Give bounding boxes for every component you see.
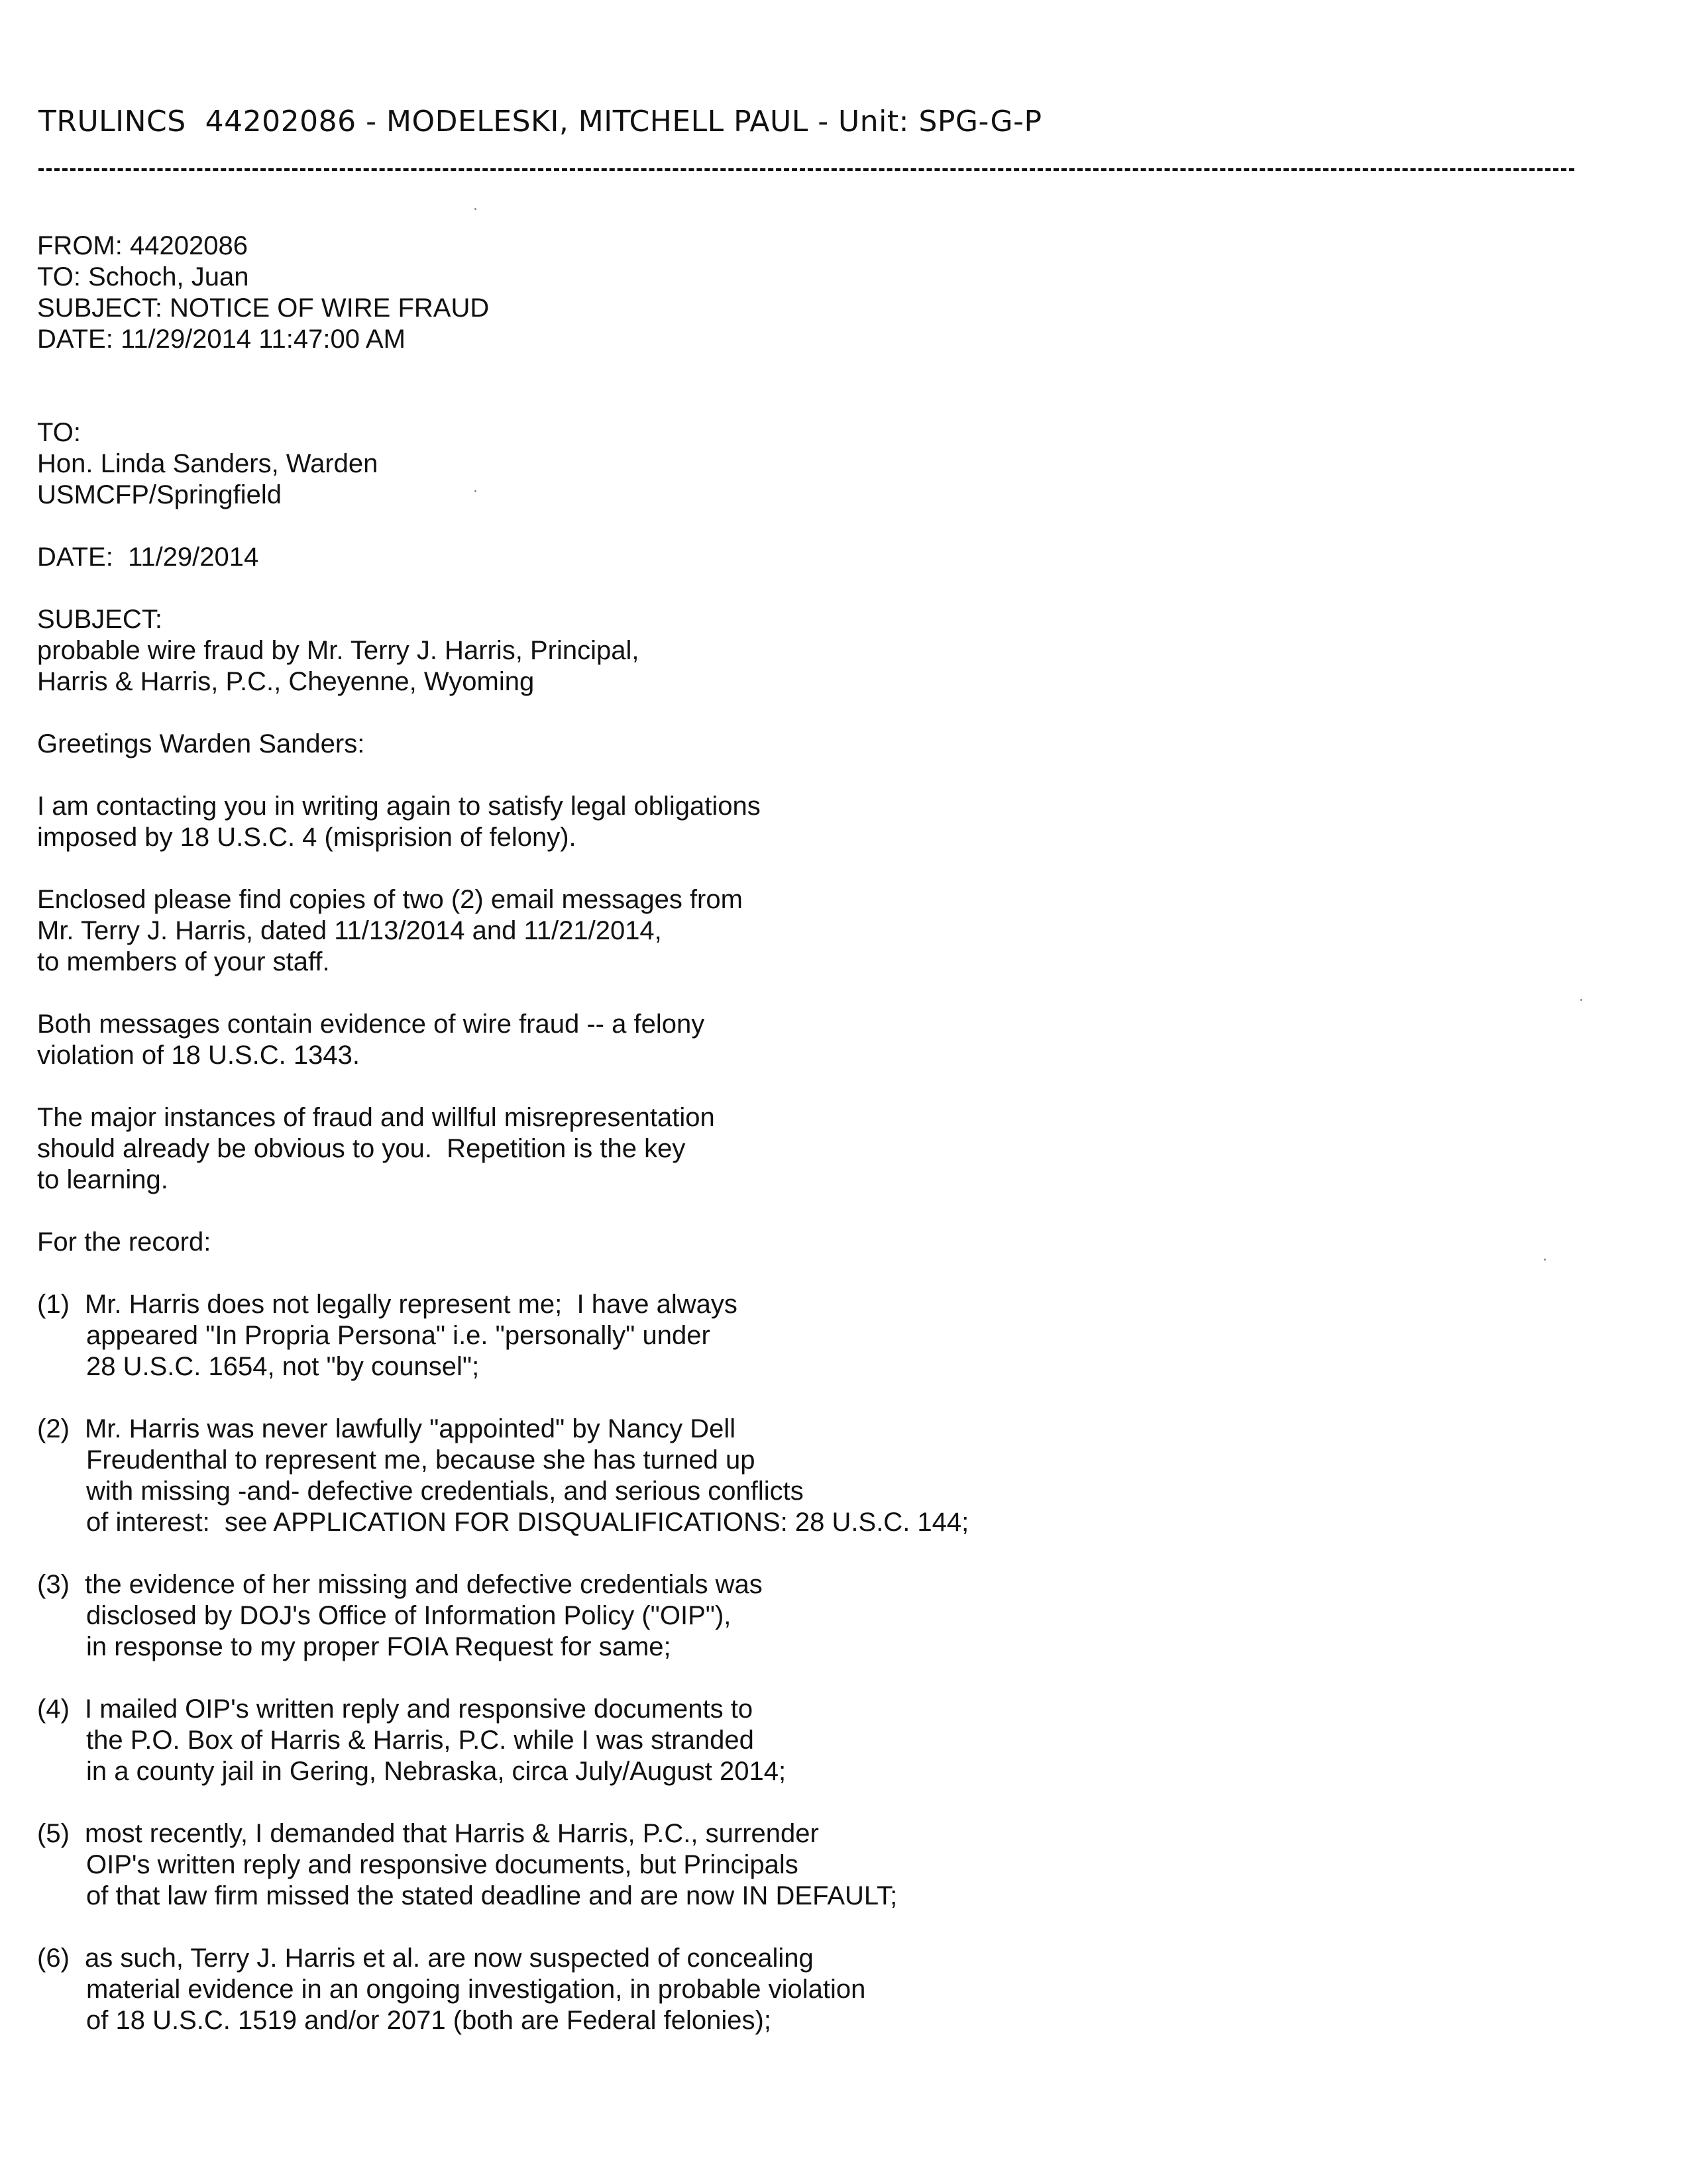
scan-speck xyxy=(1580,999,1582,1001)
greeting: Greetings Warden Sanders: xyxy=(37,729,365,758)
list-item-line: material evidence in an ongoing investigation, in probable violation xyxy=(86,1975,866,2004)
from-line: FROM: 44202086 xyxy=(37,231,248,260)
paragraph-line: to learning. xyxy=(37,1165,168,1194)
paragraph-line: I am contacting you in writing again to satisfy legal obligations xyxy=(37,792,761,821)
message-body xyxy=(37,231,1561,2036)
list-item-line: Mr. Harris does not legally represent me; I have always xyxy=(85,1290,737,1319)
paragraph xyxy=(37,884,1561,978)
scan-speck xyxy=(474,208,476,210)
recipient-place: USMCFP/Springfield xyxy=(37,480,282,509)
paragraph-line: The major instances of fraud and willful misrepresentation xyxy=(37,1103,715,1132)
paragraph xyxy=(37,1009,1561,1071)
trulincs-header: TRULINCS 44202086 - MODELESKI, MITCHELL PAUL - Unit: SPG-G-P xyxy=(38,105,1042,138)
letter-subject-label: SUBJECT: xyxy=(37,605,162,634)
list-item-number: (4) xyxy=(37,1694,70,1724)
list-item xyxy=(37,1943,1561,2036)
scan-speck xyxy=(474,490,476,492)
list-item-line: OIP's written reply and responsive documents, but Principals xyxy=(86,1850,798,1879)
list-item-line: of 18 U.S.C. 1519 and/or 2071 (both are Federal felonies); xyxy=(86,2006,771,2035)
list-item xyxy=(37,1289,1561,1382)
list-item-number: (6) xyxy=(37,1944,70,1973)
paragraph xyxy=(37,791,1561,853)
paragraph-line: imposed by 18 U.S.C. 4 (misprision of felony). xyxy=(37,823,576,852)
paragraph-line: should already be obvious to you. Repetition is the key xyxy=(37,1134,686,1163)
list-item-number: (5) xyxy=(37,1819,70,1848)
paragraph-line: violation of 18 U.S.C. 1343. xyxy=(37,1041,360,1070)
letter-subject-line: probable wire fraud by Mr. Terry J. Harris, Principal, xyxy=(37,636,639,665)
to-line: TO: Schoch, Juan xyxy=(37,262,249,291)
list-item-number: (1) xyxy=(37,1290,70,1319)
list-item xyxy=(37,1818,1561,1912)
record-intro: For the record: xyxy=(37,1227,211,1257)
list-item-line: appeared "In Propria Persona" i.e. "personally" under xyxy=(86,1321,710,1350)
list-item-number: (2) xyxy=(37,1414,70,1443)
list-item-line: with missing -and- defective credentials, and serious conflicts xyxy=(86,1477,804,1506)
recipient-name: Hon. Linda Sanders, Warden xyxy=(37,449,378,478)
list-item-line: in a county jail in Gering, Nebraska, circa July/August 2014; xyxy=(86,1757,786,1786)
list-item-line: disclosed by DOJ's Office of Information Policy ("OIP"), xyxy=(86,1601,732,1630)
list-item-line: Freudenthal to represent me, because she has turned up xyxy=(86,1445,755,1475)
list-item-line: most recently, I demanded that Harris & Harris, P.C., surrender xyxy=(85,1819,819,1848)
list-item-number: (3) xyxy=(37,1570,70,1599)
date-line: DATE: 11/29/2014 11:47:00 AM xyxy=(37,325,406,354)
paragraph-line: to members of your staff. xyxy=(37,947,330,976)
paragraph-line: Enclosed please find copies of two (2) email messages from xyxy=(37,885,743,914)
letter-date: DATE: 11/29/2014 xyxy=(37,543,259,572)
list-item-line: as such, Terry J. Harris et al. are now suspected of concealing xyxy=(85,1944,814,1973)
list-item-line: of interest: see APPLICATION FOR DISQUALIFICATIONS: 28 U.S.C. 144; xyxy=(86,1508,969,1537)
list-item xyxy=(37,1414,1561,1538)
list-item-line: of that law firm missed the stated deadline and are now IN DEFAULT; xyxy=(86,1881,898,1910)
scan-speck xyxy=(1544,1259,1546,1261)
list-item-line: I mailed OIP's written reply and responsive documents to xyxy=(85,1694,753,1724)
letter-subject xyxy=(37,604,1561,698)
subject-line: SUBJECT: NOTICE OF WIRE FRAUD xyxy=(37,293,490,323)
paragraph-line: Mr. Terry J. Harris, dated 11/13/2014 and 11/21/2014, xyxy=(37,916,662,945)
list-item-line: in response to my proper FOIA Request for same; xyxy=(86,1632,671,1661)
list-item-line: the evidence of her missing and defective credentials was xyxy=(85,1570,763,1599)
recipient-label: TO: xyxy=(37,418,81,447)
recipient-block xyxy=(37,417,1561,511)
list-item-line: 28 U.S.C. 1654, not "by counsel"; xyxy=(86,1352,480,1381)
message-metadata xyxy=(37,231,1561,355)
list-item xyxy=(37,1569,1561,1663)
list-item-line: the P.O. Box of Harris & Harris, P.C. while I was stranded xyxy=(86,1726,754,1755)
list-item-line: Mr. Harris was never lawfully "appointed" by Nancy Dell xyxy=(85,1414,736,1443)
list-item xyxy=(37,1694,1561,1787)
letter-subject-line: Harris & Harris, P.C., Cheyenne, Wyoming xyxy=(37,667,535,696)
paragraph-line: Both messages contain evidence of wire fraud -- a felony xyxy=(37,1010,705,1039)
dashed-separator xyxy=(38,168,1574,171)
paragraph xyxy=(37,1102,1561,1196)
